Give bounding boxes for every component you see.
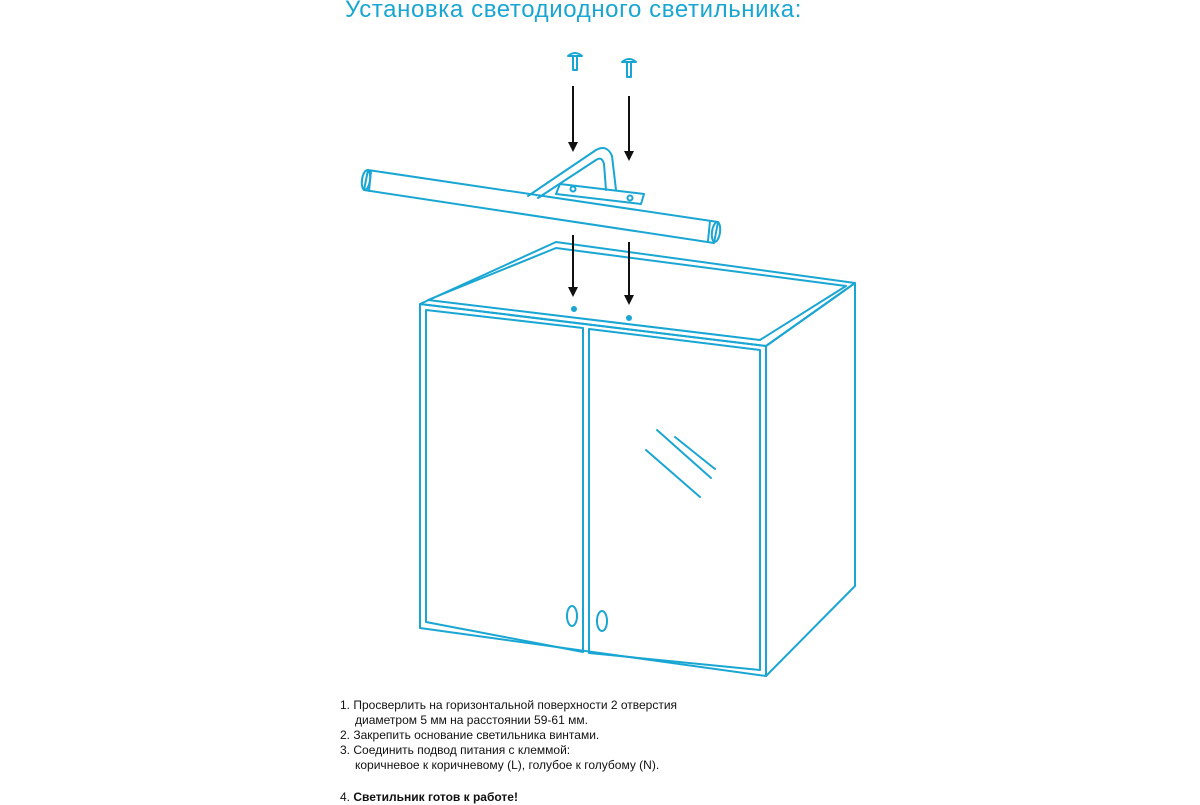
glass-reflection	[646, 430, 715, 497]
step-text: Просверлить на горизонтальной поверхности 2 отверстия	[353, 698, 678, 712]
step-text: Закрепить основание светильника винтами.	[353, 728, 600, 742]
step-1	[340, 698, 677, 728]
drill-hole-right	[627, 316, 631, 320]
door-handle-left	[567, 606, 577, 626]
step-text: Светильник готов к работе!	[353, 790, 518, 804]
cabinet-door-right	[589, 329, 760, 670]
drill-hole-left	[572, 307, 576, 311]
led-lamp	[361, 148, 722, 243]
step-number: 3.	[340, 743, 351, 757]
door-handle-right	[597, 611, 607, 631]
instruction-steps	[340, 698, 677, 805]
step-text: Соединить подвод питания с клеммой:	[353, 743, 571, 757]
screw-icon-left	[568, 53, 582, 70]
step-4	[340, 790, 677, 805]
page-title: Установка светодиодного светильника:	[345, 0, 802, 23]
step-number: 1.	[340, 698, 351, 712]
step-2	[340, 728, 677, 743]
lamp-tube	[364, 170, 718, 243]
step-text-continued: диаметром 5 мм на расстоянии 59-61 мм.	[355, 713, 588, 727]
step-number: 4.	[340, 790, 351, 804]
cabinet-door-left	[426, 310, 583, 652]
step-text-continued: коричневое к коричневому (L), голубое к голубому (N).	[355, 758, 660, 772]
cabinet-front	[420, 304, 766, 676]
step-3	[340, 743, 677, 773]
step-number: 2.	[340, 728, 351, 742]
screw-icon-right	[622, 59, 636, 77]
cabinet	[420, 242, 855, 676]
cabinet-side	[766, 283, 855, 676]
